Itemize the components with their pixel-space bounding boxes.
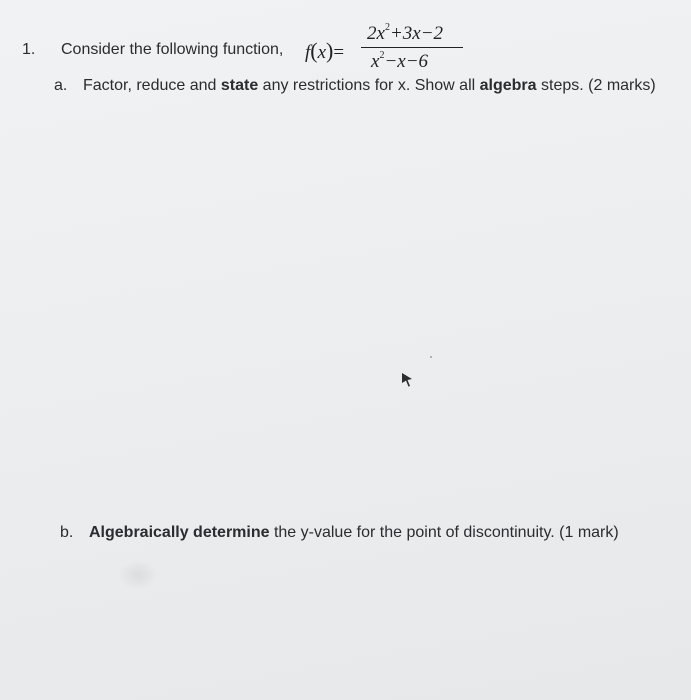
- smudge: [118, 560, 158, 590]
- question-number: 1.: [22, 41, 36, 58]
- part-a: [54, 77, 656, 95]
- part-a-text-1: Factor, reduce and: [83, 77, 221, 94]
- part-a-label: a.: [54, 77, 68, 94]
- part-a-bold-1: state: [220, 77, 259, 94]
- question-stem: Consider the following function,: [61, 41, 284, 58]
- part-b-bold-1: Algebraically determine: [89, 524, 270, 541]
- denominator: $x^2-x-6$: [371, 50, 429, 72]
- part-b-label: b.: [60, 524, 74, 541]
- part-a-text-3: steps. (2 marks): [536, 77, 656, 94]
- part-b: [60, 524, 619, 542]
- mouse-cursor-icon: [401, 372, 413, 388]
- part-a-text-2: any restrictions for x. Show all: [258, 77, 480, 94]
- fraction-bar: [361, 47, 463, 48]
- numerator: $2x^2+3x-2$: [367, 22, 444, 44]
- function-lhs: f(x)=: [305, 38, 345, 63]
- part-a-bold-2: algebra: [479, 77, 537, 94]
- speck: [430, 356, 432, 358]
- part-b-text-1: the y-value for the point of discontinuity. (1 mark): [269, 524, 619, 541]
